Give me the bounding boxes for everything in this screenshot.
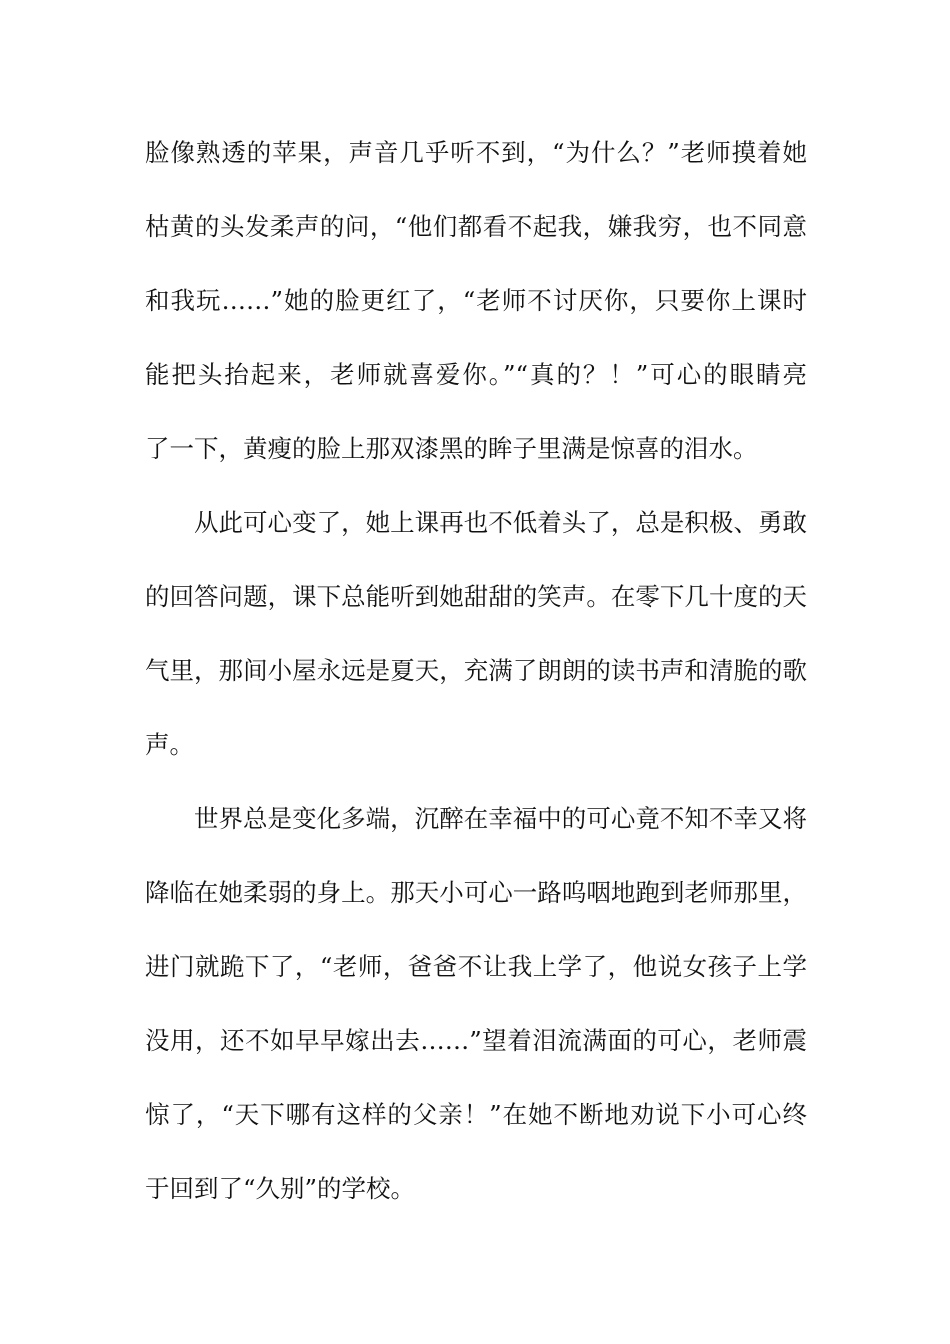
text-line: 枯黄的头发柔声的问，“他们都看不起我，嫌我穷，也不同意 <box>145 212 807 241</box>
text-line: 和我玩……”她的脸更红了，“老师不讨厌你，只要你上课时 <box>145 286 807 315</box>
text-line: 进门就跪下了，“老师，爸爸不让我上学了，他说女孩子上学 <box>145 952 807 981</box>
body-text <box>145 128 807 1238</box>
text-line: 于回到了“久别”的学校。 <box>145 1174 416 1203</box>
text-line: 能把头抬起来，老师就喜爱你。”“真的？！”可心的眼睛亮 <box>145 360 807 389</box>
text-line: 了一下，黄瘦的脸上那双漆黑的眸子里满是惊喜的泪水。 <box>145 434 758 463</box>
text-line: 的回答问题，课下总能听到她甜甜的笑声。在零下几十度的天 <box>145 582 807 611</box>
text-line: 脸像熟透的苹果，声音几乎听不到，“为什么？”老师摸着她 <box>145 138 807 167</box>
text-line: 从此可心变了，她上课再也不低着头了，总是积极、勇敢 <box>194 508 807 537</box>
text-line: 惊了，“天下哪有这样的父亲！”在她不断地劝说下小可心终 <box>145 1100 807 1129</box>
text-line: 降临在她柔弱的身上。那天小可心一路呜咽地跑到老师那里， <box>145 878 807 907</box>
text-line: 声。 <box>145 730 194 759</box>
text-line: 没用，还不如早早嫁出去……”望着泪流满面的可心，老师震 <box>145 1026 807 1055</box>
text-line: 世界总是变化多端，沉醉在幸福中的可心竟不知不幸又将 <box>194 804 807 833</box>
text-line: 气里，那间小屋永远是夏天，充满了朗朗的读书声和清脆的歌 <box>145 656 807 685</box>
